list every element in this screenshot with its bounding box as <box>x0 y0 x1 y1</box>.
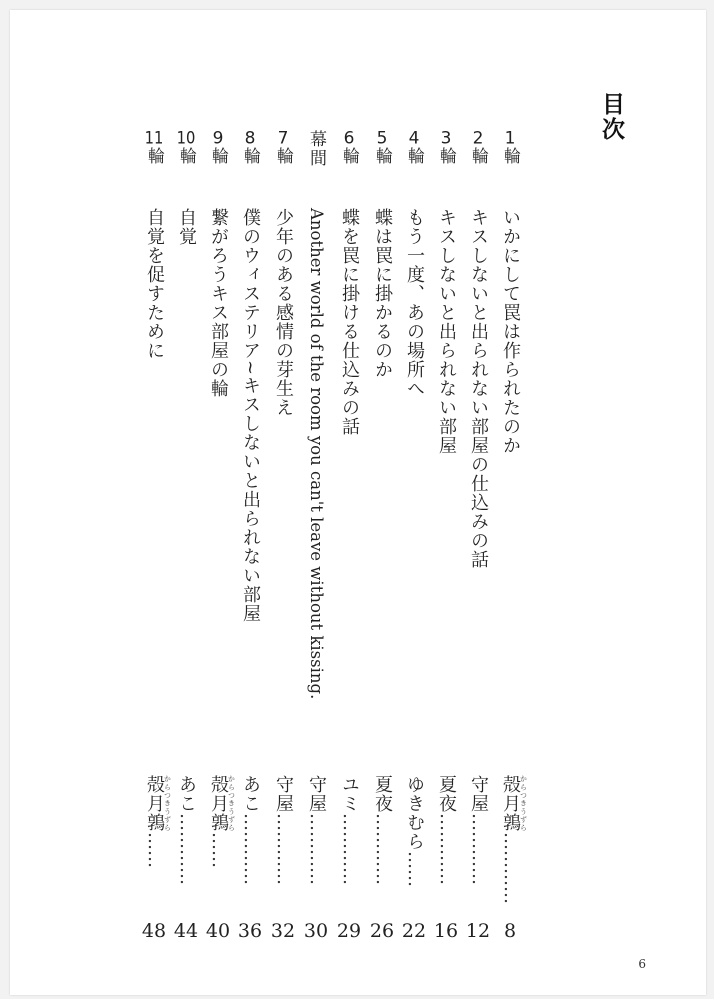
page-number: 40 <box>205 920 231 942</box>
chapter-number: 7 <box>277 130 289 147</box>
toc-entry[interactable] <box>171 130 201 942</box>
chapter-label <box>301 130 331 168</box>
chapter-label <box>431 130 461 166</box>
author-name <box>208 775 236 832</box>
page-number: 8 <box>503 920 517 942</box>
chapter-suffix: 輪 <box>500 147 520 166</box>
author-name: 守屋 <box>273 775 294 813</box>
toc-entry[interactable] <box>268 130 298 942</box>
chapter-title: 僕のウィステリア~キスしないと出られない部屋 <box>240 208 261 624</box>
chapter-number: 1 <box>504 130 516 147</box>
chapter-title: Another world of the room you can't leave without kissing. <box>307 208 326 700</box>
toc-entry[interactable] <box>301 130 331 942</box>
chapter-suffix: 輪 <box>176 147 196 166</box>
chapter-suffix: 輪 <box>436 147 456 166</box>
author-name: あこ <box>240 775 261 813</box>
author-line <box>463 775 493 885</box>
author-name: 夏夜 <box>436 775 457 813</box>
author-line <box>171 775 201 885</box>
author-line <box>203 775 236 868</box>
dot-leader: ………… <box>372 813 393 885</box>
chapter-suffix: 輪 <box>208 147 228 166</box>
chapter-suffix: 輪 <box>144 147 164 166</box>
dot-leader: …… <box>404 851 425 887</box>
page-number: 36 <box>237 920 263 942</box>
chapter-label <box>268 130 298 166</box>
author-name: あこ <box>176 775 197 813</box>
chapter-title: 蝶は罠に掛かるのか <box>372 208 393 379</box>
chapter-suffix: 幕間 <box>306 130 326 168</box>
dot-leader: ………… <box>176 813 197 885</box>
author-name: 夏夜 <box>372 775 393 813</box>
chapter-title: 蝶を罠に掛ける仕込みの話 <box>339 208 360 436</box>
author-name-text: 殻月鶉 <box>144 775 165 832</box>
page-number: 32 <box>270 920 296 942</box>
dot-leader: ………… <box>339 813 360 885</box>
author-name: 守屋 <box>468 775 489 813</box>
toc-entry[interactable] <box>431 130 461 942</box>
chapter-suffix: 輪 <box>240 147 260 166</box>
author-name-text: 殻月鶉 <box>208 775 229 832</box>
chapter-title: いかにして罠は作られたのか <box>500 208 521 455</box>
chapter-label <box>367 130 397 166</box>
author-name: ユミ <box>339 775 360 813</box>
page-number: 30 <box>303 920 329 942</box>
author-line <box>431 775 461 885</box>
chapter-suffix: 輪 <box>468 147 488 166</box>
author-name <box>144 775 172 832</box>
page-number: 22 <box>401 920 427 942</box>
author-line <box>268 775 298 885</box>
chapter-label <box>334 130 364 166</box>
chapter-title: 自覚 <box>176 208 197 246</box>
author-line <box>399 775 429 887</box>
author-name: ゆきむら <box>404 775 425 851</box>
chapter-title: キスしないと出られない部屋の仕込みの話 <box>468 208 489 569</box>
toc-entry[interactable] <box>203 130 236 942</box>
chapter-number: 10 <box>176 130 196 147</box>
chapter-suffix: 輪 <box>372 147 392 166</box>
chapter-title: 自覚を促すために <box>144 208 165 360</box>
footer-page-number: 6 <box>638 957 646 971</box>
chapter-number: 2 <box>472 130 484 147</box>
chapter-label <box>495 130 525 166</box>
author-line <box>334 775 364 885</box>
chapter-label <box>463 130 493 166</box>
page-number: 26 <box>369 920 395 942</box>
dot-leader: ………… <box>306 813 327 885</box>
author-ruby: からつきうずら <box>227 775 236 832</box>
page-number: 29 <box>336 920 362 942</box>
page-number: 12 <box>465 920 491 942</box>
chapter-number: 3 <box>440 130 452 147</box>
chapter-number: 6 <box>343 130 355 147</box>
chapter-suffix: 輪 <box>404 147 424 166</box>
chapter-number: 9 <box>212 130 224 147</box>
page-number: 48 <box>141 920 167 942</box>
dot-leader: ………… <box>500 832 521 904</box>
dot-leader: ………… <box>240 813 261 885</box>
chapter-number: 8 <box>244 130 256 147</box>
chapter-title: 繋がろうキス部屋の輪 <box>208 208 229 398</box>
author-line <box>139 775 172 868</box>
toc-entry[interactable] <box>334 130 364 942</box>
chapter-label <box>171 130 201 166</box>
chapter-label <box>203 130 233 166</box>
dot-leader: ………… <box>468 813 489 885</box>
author-name <box>500 775 528 832</box>
chapter-number: 4 <box>408 130 420 147</box>
toc-entry[interactable] <box>367 130 397 942</box>
toc-entry[interactable] <box>463 130 493 942</box>
author-line <box>301 775 331 885</box>
page-number: 44 <box>173 920 199 942</box>
toc-entry[interactable] <box>139 130 172 942</box>
chapter-number: 11 <box>144 130 164 147</box>
chapter-title: もう一度、あの場所へ <box>404 208 425 398</box>
author-line <box>367 775 397 885</box>
page-number: 16 <box>433 920 459 942</box>
author-ruby: からつきうずら <box>163 775 172 832</box>
chapter-title: キスしないと出られない部屋 <box>436 208 457 455</box>
chapter-label <box>139 130 169 166</box>
author-ruby: からつきうずら <box>519 775 528 832</box>
dot-leader: ………… <box>273 813 294 885</box>
dot-leader: …… <box>144 832 165 868</box>
author-line <box>495 775 528 904</box>
chapter-label <box>235 130 265 166</box>
dot-leader: ………… <box>436 813 457 885</box>
toc-entry[interactable] <box>399 130 429 942</box>
chapter-label <box>399 130 429 166</box>
toc-entry[interactable] <box>235 130 265 942</box>
chapter-number: 5 <box>376 130 388 147</box>
toc-entry[interactable] <box>495 130 528 942</box>
dot-leader: …… <box>208 832 229 868</box>
chapter-suffix: 輪 <box>339 147 359 166</box>
chapter-suffix: 輪 <box>273 147 293 166</box>
chapter-title: 少年のある感情の芽生え <box>273 208 294 417</box>
author-line <box>235 775 265 885</box>
book-page <box>10 10 706 995</box>
author-name-text: 殻月鶉 <box>500 775 521 832</box>
author-name: 守屋 <box>306 775 327 813</box>
toc-heading: 目次 <box>598 92 624 142</box>
